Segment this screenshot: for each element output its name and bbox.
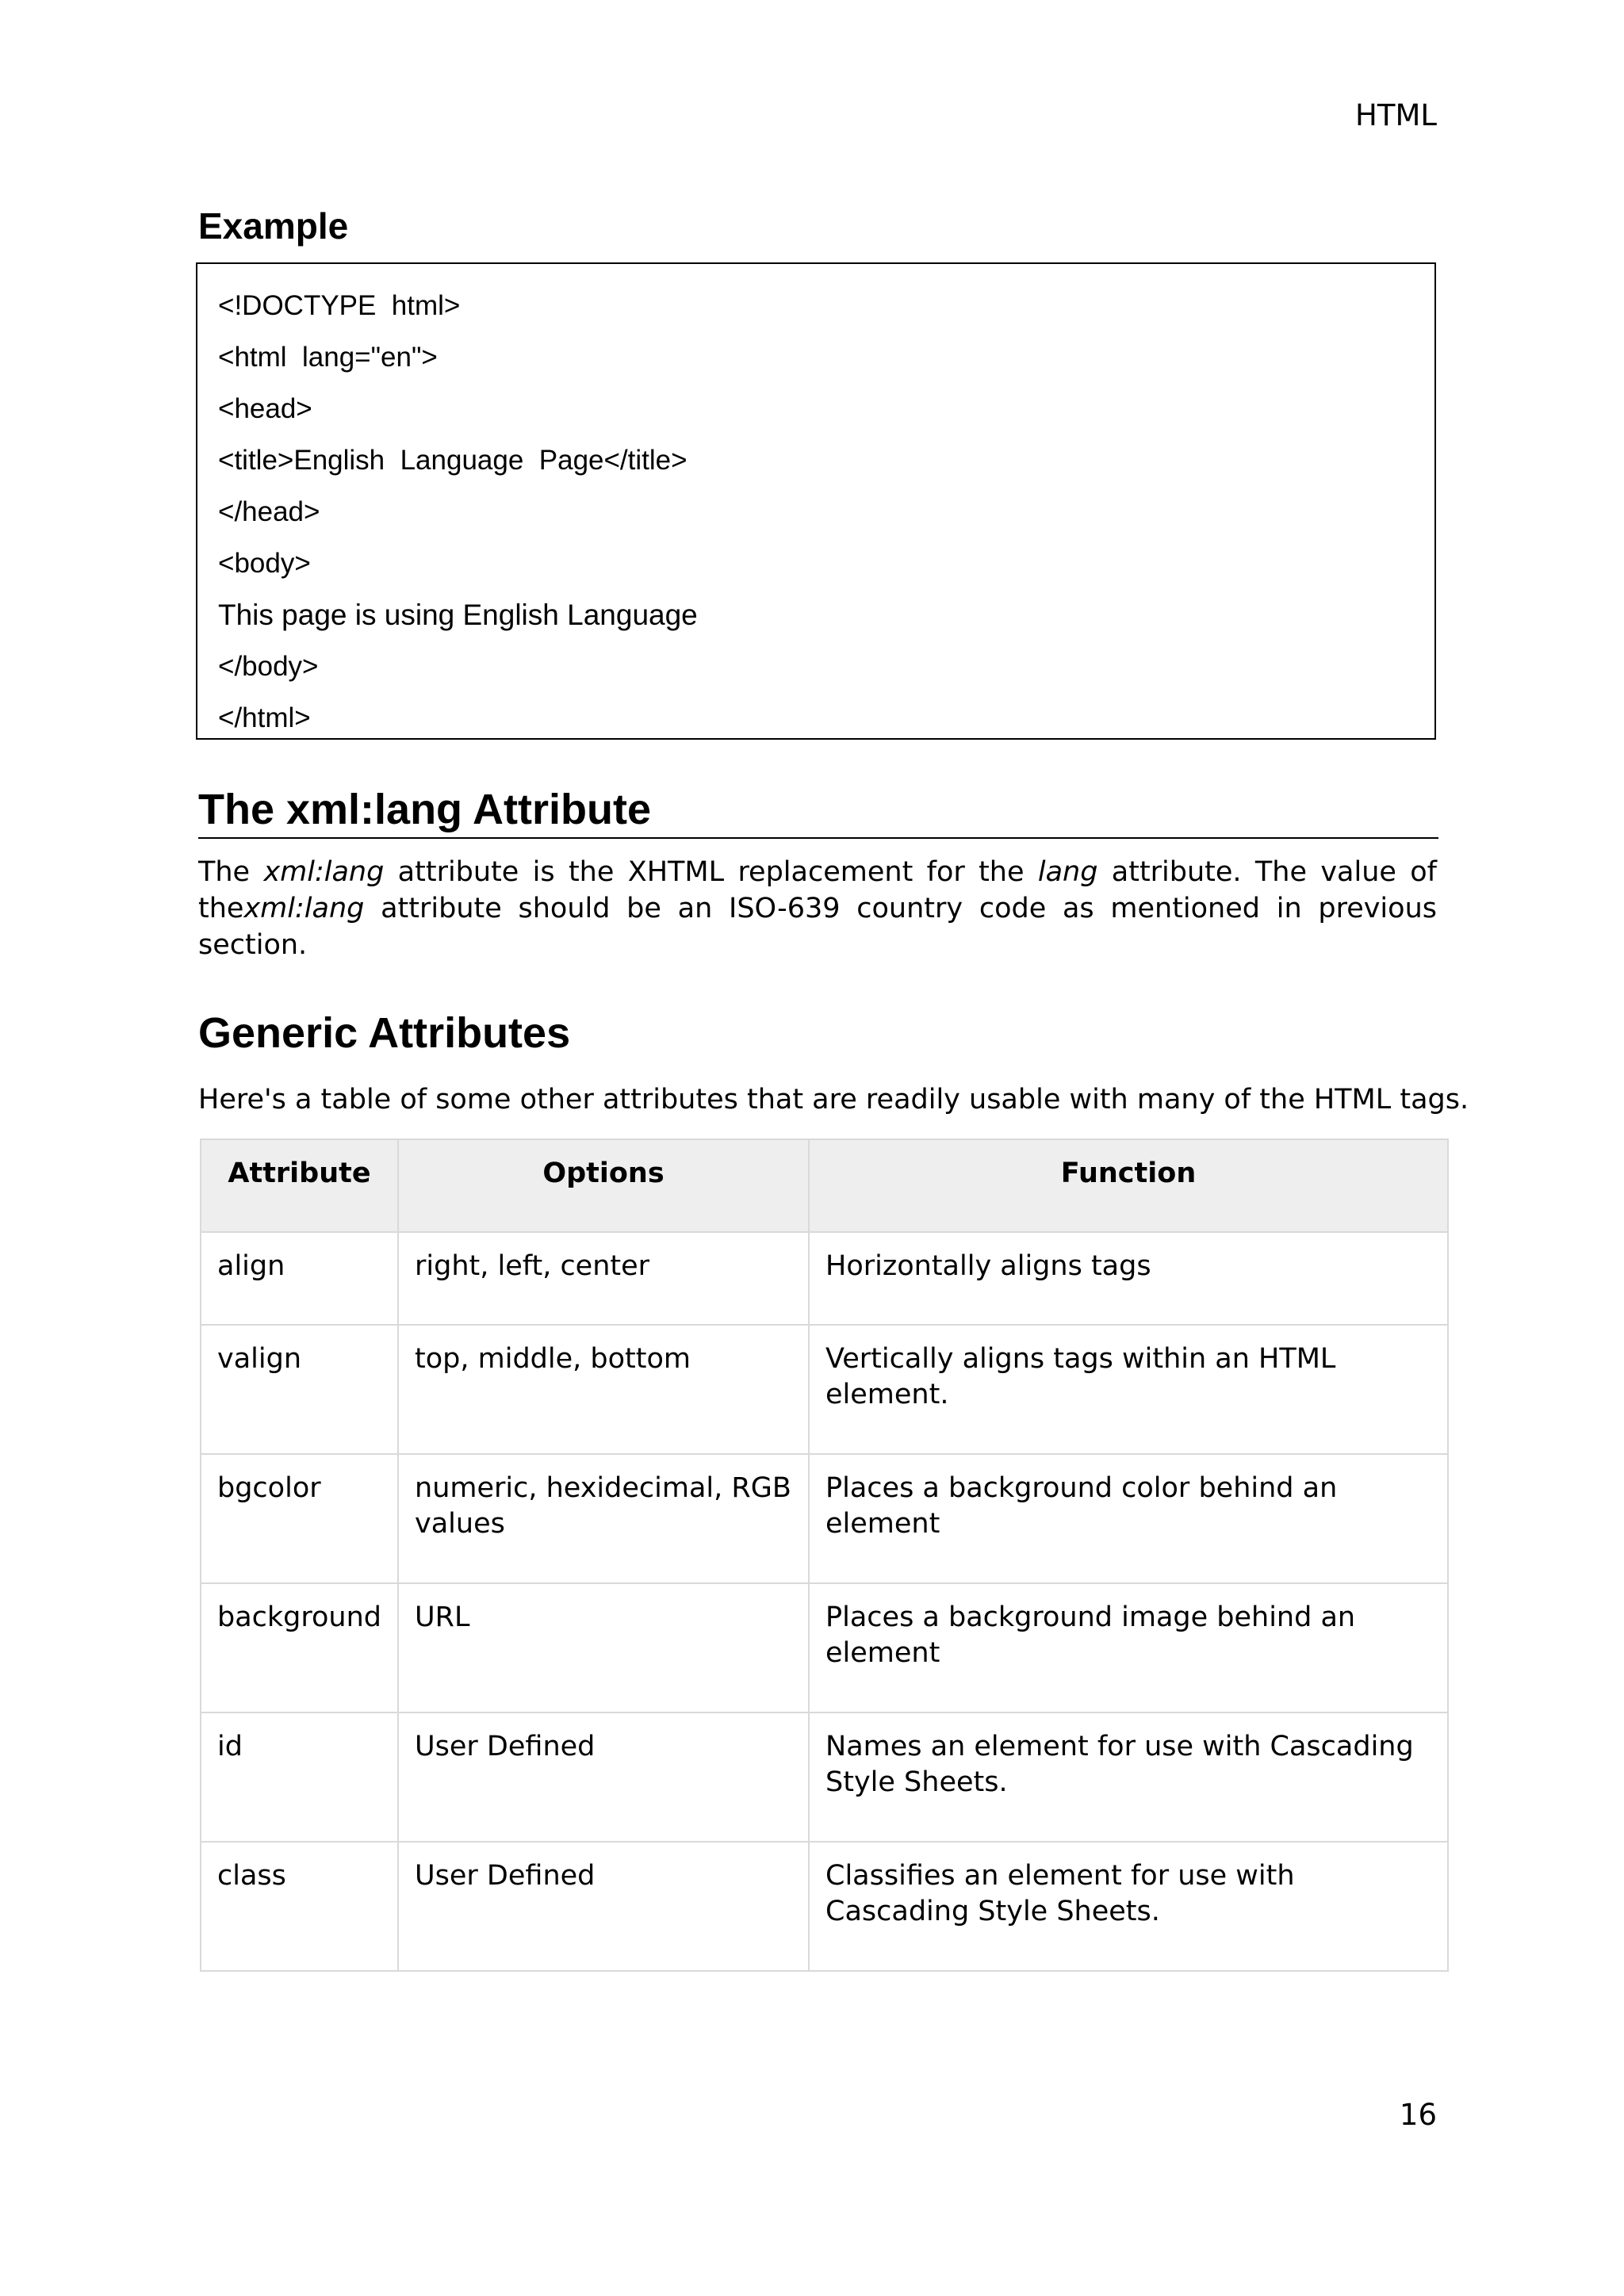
section-title-xml-lang: The xml:lang Attribute xyxy=(198,785,1438,839)
table-row xyxy=(201,1842,1448,1971)
table-row xyxy=(201,1583,1448,1712)
page-number: 16 xyxy=(1399,2098,1437,2132)
table-cell-function: Classifies an element for use with Cascading Style Sheets. xyxy=(809,1842,1448,1971)
table-cell-attribute: align xyxy=(201,1232,398,1325)
table-cell-options: top, middle, bottom xyxy=(398,1325,809,1454)
table-cell-attribute: class xyxy=(201,1842,398,1971)
xml-lang-paragraph xyxy=(198,854,1437,963)
code-example-box xyxy=(196,262,1436,740)
table-cell-options: User Defined xyxy=(398,1842,809,1971)
table-cell-attribute: valign xyxy=(201,1325,398,1454)
table-cell-function: Places a background color behind an element xyxy=(809,1454,1448,1583)
example-heading: Example xyxy=(198,205,349,247)
generic-intro-paragraph: Here's a table of some other attributes that are readily usable with many of the HTML tags. xyxy=(198,1084,1469,1115)
table-cell-attribute: background xyxy=(201,1583,398,1712)
code-line: </html> xyxy=(218,702,311,733)
table-cell-function: Vertically aligns tags within an HTML element. xyxy=(809,1325,1448,1454)
code-line: </body> xyxy=(218,651,319,682)
table-cell-options: numeric, hexidecimal, RGB values xyxy=(398,1454,809,1583)
paragraph-italic: lang xyxy=(1037,856,1098,888)
running-header: HTML xyxy=(1355,98,1437,132)
code-line: </head> xyxy=(218,496,320,527)
paragraph-text: attribute should be an ISO-639 country code as mentioned in previous section. xyxy=(198,893,1437,961)
paragraph-text: attribute is the XHTML replacement for the xyxy=(384,856,1038,888)
code-line: <head> xyxy=(218,393,312,424)
table-header-row xyxy=(201,1139,1448,1232)
table-cell-options: URL xyxy=(398,1583,809,1712)
paragraph-italic: xml:lang xyxy=(263,856,385,888)
paragraph-italic: xml:lang xyxy=(243,893,365,924)
paragraph-text: attribute. The value of the xyxy=(198,856,1437,924)
table-cell-function: Places a background image behind an element xyxy=(809,1583,1448,1712)
table-cell-options: right, left, center xyxy=(398,1232,809,1325)
table-row xyxy=(201,1712,1448,1842)
table-cell-function: Horizontally aligns tags xyxy=(809,1232,1448,1325)
table-row xyxy=(201,1454,1448,1583)
column-header-attribute: Attribute xyxy=(201,1139,398,1232)
column-header-function: Function xyxy=(809,1139,1448,1232)
table-row xyxy=(201,1325,1448,1454)
attributes-table xyxy=(200,1138,1449,1972)
table-row xyxy=(201,1232,1448,1325)
column-header-options: Options xyxy=(398,1139,809,1232)
table-cell-function: Names an element for use with Cascading Style Sheets. xyxy=(809,1712,1448,1842)
table-cell-attribute: id xyxy=(201,1712,398,1842)
table-cell-options: User Defined xyxy=(398,1712,809,1842)
code-line: <!DOCTYPE html> xyxy=(218,290,461,321)
code-line: <html lang="en"> xyxy=(218,342,438,373)
code-line: <body> xyxy=(218,548,311,579)
code-line: This page is using English Language xyxy=(218,599,698,631)
paragraph-text: The xyxy=(198,856,264,888)
table-cell-attribute: bgcolor xyxy=(201,1454,398,1583)
section-title-generic-attributes: Generic Attributes xyxy=(198,1009,571,1057)
code-line: <title>English Language Page</title> xyxy=(218,445,688,476)
